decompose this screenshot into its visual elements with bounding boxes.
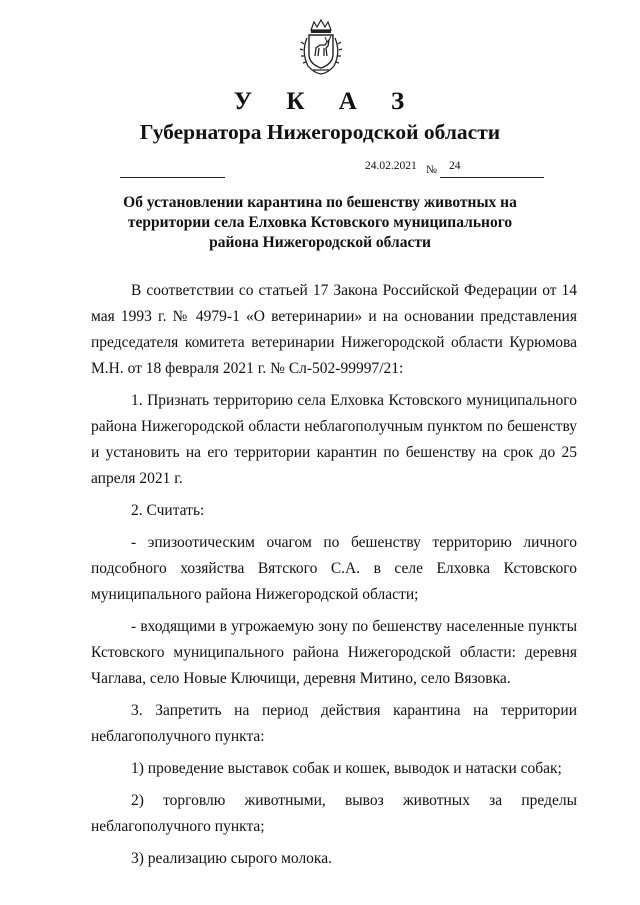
- preamble-paragraph: В соответствии со статьей 17 Закона Российской Федерации от 14 мая 1993 г. № 4979-1 «О ветеринарии» и на основании представления председателя комитета ветеринарии Нижегородской области Курюмова М.Н. от 18 февраля 2021 г. № Сл-502-99997/21:: [91, 282, 577, 377]
- document-number: 24: [449, 160, 461, 172]
- number-line: [440, 177, 544, 178]
- signature-line-left: [120, 177, 225, 178]
- document-title: У К А З: [233, 88, 419, 115]
- clause-2-item-threat-zone: - входящими в угрожаемую зону по бешенству населенные пункты Кстовского муниципального района Нижегородской области: деревня Чаглава, село Новые Ключищи, деревня Митино, село Вязовка.: [91, 618, 577, 687]
- document-subject: [120, 193, 520, 253]
- clause-3-item-1: 1) проведение выставок собак и кошек, выводок и натаски собак;: [131, 760, 562, 777]
- subject-line: Об установлении карантина по бешенству животных на: [123, 194, 517, 211]
- clause-2-item-focus: - эпизоотическим очагом по бешенству территорию личного подсобного хозяйства Вятского С.А. в селе Елховка Кстовского муниципального района Нижегородской области;: [91, 534, 577, 603]
- clause-3: 3. Запретить на период действия карантина на территории неблагополучного пункта:: [91, 702, 577, 745]
- number-sign: №: [426, 164, 437, 176]
- coat-of-arms-icon: [298, 18, 344, 76]
- document-body: [91, 278, 577, 872]
- document-date: 24.02.2021: [365, 160, 417, 172]
- subject-line: района Нижегородской области: [209, 234, 431, 251]
- clause-3-item-3: 3) реализацию сырого молока.: [131, 850, 332, 867]
- subject-line: территории села Елховка Кстовского муниципального: [127, 214, 513, 231]
- clause-1: 1. Признать территорию села Елховка Кстовского муниципального района Нижегородской области неблагополучным пунктом по бешенству и установить на его территории карантин по бешенству на срок до 25 апреля 2021 г.: [91, 392, 577, 487]
- clause-2: 2. Считать:: [131, 502, 205, 519]
- document-issuer: Губернатора Нижегородской области: [139, 120, 501, 144]
- clause-3-item-2: 2) торговлю животными, вывоз животных за пределы неблагополучного пункта;: [91, 792, 577, 835]
